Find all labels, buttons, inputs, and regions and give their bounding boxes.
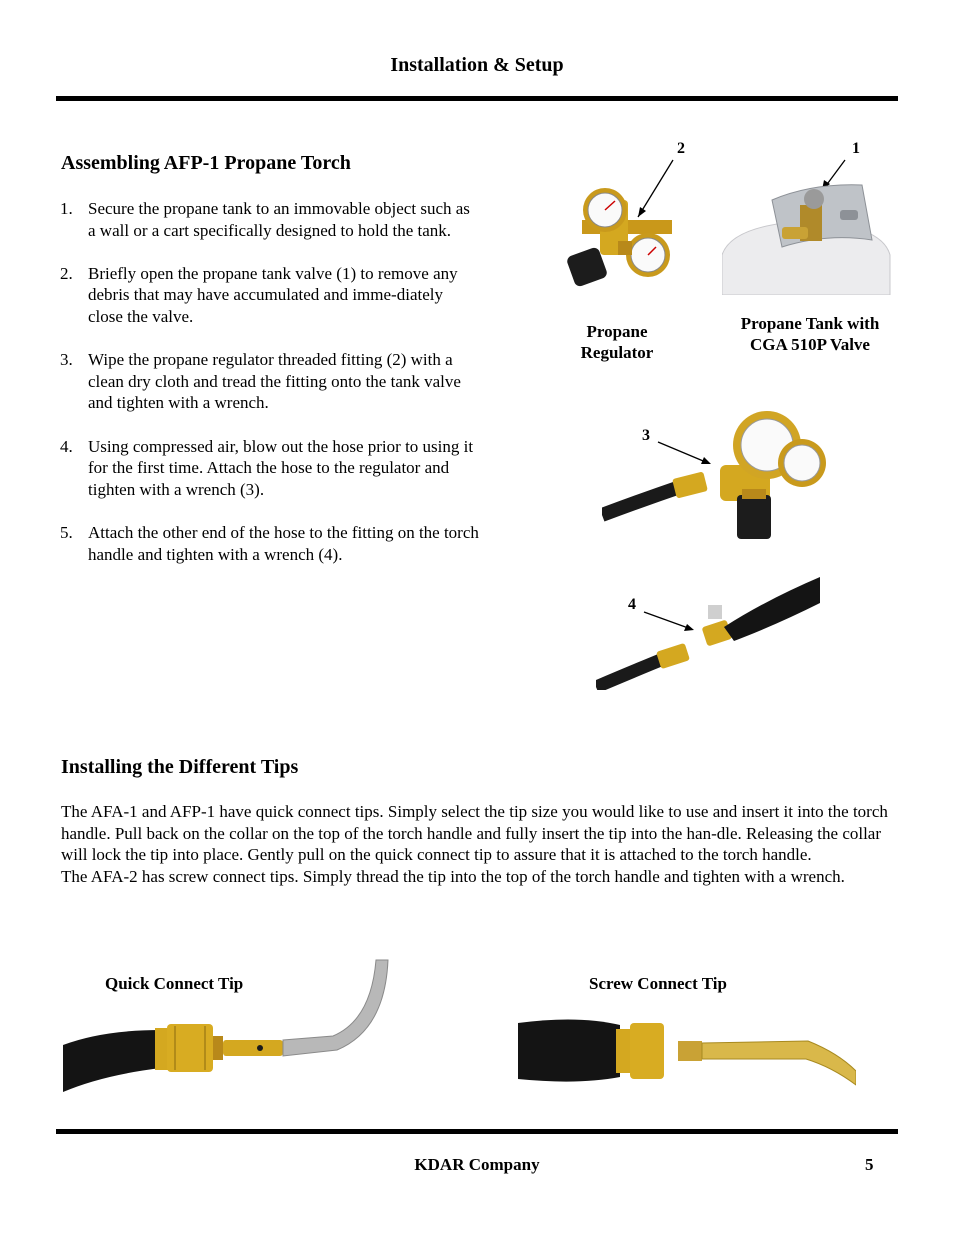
callout-3: 3 bbox=[642, 427, 650, 444]
quick-connect-tip-label: Quick Connect Tip bbox=[105, 974, 244, 993]
step-item: 4. Using compressed air, blow out the hose prior to using it for the first time. Attach the hose to the regulator and tighten with a wrench (3). bbox=[60, 436, 474, 499]
hose-torch-image bbox=[596, 575, 822, 690]
callout-4: 4 bbox=[628, 596, 636, 613]
assembly-steps-list bbox=[60, 198, 480, 587]
section-heading-tips: Installing the Different Tips bbox=[61, 756, 299, 778]
section-heading-assembling: Assembling AFP-1 Propane Torch bbox=[61, 152, 351, 174]
footer-rule bbox=[56, 1129, 898, 1134]
footer-company: KDAR Company bbox=[414, 1155, 540, 1174]
hose-regulator-image bbox=[602, 405, 828, 545]
tank-caption: Propane Tank with CGA 510P Valve bbox=[740, 314, 880, 354]
step-item: 1. Secure the propane tank to an immovable object such as a wall or a cart specifically designed to hold the tank. bbox=[60, 199, 470, 240]
screw-connect-tip-image bbox=[518, 995, 856, 1107]
propane-tank-image bbox=[722, 155, 892, 295]
page-header-title: Installation & Setup bbox=[390, 54, 564, 76]
tips-paragraph-1: The AFA-1 and AFP-1 have quick connect tips. Simply select the tip size you would like to use and insert it into the torch handle. Pull back on the collar on the top of the torch handle and fully insert the tip into the han-dle. Releasing the collar will lock the tip into place. Gently pull on the quick connect tip to assure that it is attached to the torch handle. bbox=[61, 802, 888, 865]
header-rule bbox=[56, 96, 898, 101]
callout-1: 1 bbox=[852, 140, 860, 157]
callout-2: 2 bbox=[677, 140, 685, 157]
tips-paragraph-2: The AFA-2 has screw connect tips. Simply thread the tip into the top of the torch handle and tighten with a wrench. bbox=[61, 866, 845, 886]
screw-connect-tip-label: Screw Connect Tip bbox=[589, 974, 727, 993]
regulator-image bbox=[560, 155, 690, 300]
step-item: 2. Briefly open the propane tank valve (1) to remove any debris that may have accumulated and imme-diately close the valve. bbox=[60, 263, 458, 326]
tips-instructions bbox=[61, 801, 901, 887]
step-item: 3. Wipe the propane regulator threaded fitting (2) with a clean dry cloth and tread the fitting onto the tank valve and tighten with a wrench. bbox=[60, 350, 461, 413]
page-number: 5 bbox=[865, 1155, 874, 1174]
regulator-caption: Propane Regulator bbox=[580, 322, 654, 362]
step-item: 5. Attach the other end of the hose to the fitting on the torch handle and tighten with a wrench (4). bbox=[60, 522, 479, 564]
